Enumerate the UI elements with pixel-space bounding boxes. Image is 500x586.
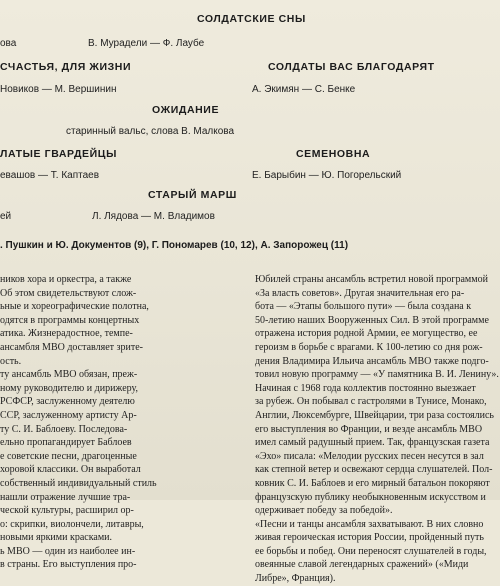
body-text-line: за рубеж. Он побывал с гастролями в Тунисе, Монако, xyxy=(255,396,487,408)
body-text-line: Начиная с 1968 года коллектив постоянно выезжает xyxy=(255,382,476,394)
body-text-line: ость. xyxy=(0,355,22,367)
body-text-line: живая героическая история России, пройденный путь xyxy=(255,532,484,544)
body-text-line: как степной ветер и освежают сердца слушателей. Пол- xyxy=(255,464,493,476)
body-text-line: РСФСР, заслуженному деятелю xyxy=(0,396,135,408)
song-title-left: ЛАТЫЕ ГВАРДЕЙЦЫ xyxy=(0,148,117,160)
body-text-line: ь МВО — один из наиболее ин- xyxy=(0,545,136,557)
body-text-line: ковник С. И. Баблоев и его мирный батальон покоряют xyxy=(255,477,490,489)
body-text-line: ческой культуры, расширил ор- xyxy=(0,505,134,517)
body-text-line: «Эхо» писала: «Мелодии русских песен несутся в зал xyxy=(255,450,484,462)
body-text-line: ту ансамбль МВО обязан, преж- xyxy=(0,369,138,381)
body-text-line: Об этом свидетельствуют слож- xyxy=(0,287,137,299)
song-credits-fragment: ей xyxy=(0,211,12,222)
body-text-line: хоровой классики. Он выработал xyxy=(0,464,141,476)
body-text-line: «Песни и танцы ансамбля захватывают. В них словно xyxy=(255,518,484,530)
body-text-line: ССР, заслуженному артисту Ар- xyxy=(0,409,137,421)
song-title-semenovna: СЕМЕНОВНА xyxy=(296,148,371,160)
song-credits: старинный вальс, слова В. Малкова xyxy=(66,126,235,137)
body-text-line: е советские песни, драгоценные xyxy=(0,450,137,462)
song-title-staryy-marsh: СТАРЫЙ МАРШ xyxy=(148,189,237,201)
body-text-line: собственный индивидуальный стиль xyxy=(0,477,157,489)
body-text-line: французскую публику необыкновенным искусством и xyxy=(255,491,486,503)
body-text-line: новыми яркими красками. xyxy=(0,532,113,544)
body-text-line: овеянные славой легендарных сражений» («Миди xyxy=(255,559,469,571)
body-text-line: его выступления во Франции, и везде ансамбль МВО xyxy=(255,423,483,435)
song-credits-fragment: ова xyxy=(0,38,17,49)
body-text-line: ее борьбы и побед. Они переносят слушателей в годы, xyxy=(255,545,487,557)
body-text-line: ансамбля МВО доставляет зрите- xyxy=(0,341,143,353)
song-credits-right: Е. Барыбин — Ю. Погорельский xyxy=(252,170,402,181)
song-title-left: СЧАСТЬЯ, ДЛЯ ЖИЗНИ xyxy=(0,61,132,73)
body-text-line: героизм в борьбе с врагами. К 100-летию со дня рож- xyxy=(255,341,483,353)
body-text-line: ельно пропагандирует Баблоев xyxy=(0,437,132,449)
body-text-line: Либре», Франция). xyxy=(255,573,336,585)
right-body-column xyxy=(255,273,500,586)
body-text-line: имел самый радушный прием. Так, французская газета xyxy=(255,437,490,449)
body-text-line: Юбилей страны ансамбль встретил новой программой xyxy=(255,274,488,285)
song-title-soldaty: СОЛДАТЫ ВАС БЛАГОДАРЯТ xyxy=(268,61,435,73)
body-text-line: 50-летию наших Вооруженных Сил. В этой программе xyxy=(255,314,489,326)
song-credits-right: А. Экимян — С. Бенке xyxy=(252,84,356,95)
body-text-line: в страны. Его выступления про- xyxy=(0,559,137,571)
body-text-line: нашли отражение лучшие тра- xyxy=(0,491,131,503)
body-text-line: ников хора и оркестра, а также xyxy=(0,274,132,285)
song-credits: Л. Лядова — М. Владимов xyxy=(92,211,215,222)
body-text-line: одерживает победу за победой». xyxy=(255,505,393,517)
song-title-ozhidanie: ОЖИДАНИЕ xyxy=(152,104,220,116)
body-text-line: отражена история родной Армии, ее могущество, ее xyxy=(255,328,478,340)
body-text-line: товил новую программу — «У памятника В. И. Ленину». xyxy=(255,369,499,381)
song-title-soldatskie-sny: СОЛДАТСКИЕ СНЫ xyxy=(197,13,306,25)
soloists-line: . Пушкин и Ю. Документов (9), Г. Пономарев (10, 12), А. Запорожец (11) xyxy=(0,240,349,251)
body-text-line: Англии, Люксембурге, Швейцарии, три раза состоялись xyxy=(255,409,494,421)
body-text-line: атика. Жизнерадостное, темпе- xyxy=(0,328,133,340)
song-credits: В. Мурадели — Ф. Лаубе xyxy=(88,38,205,49)
body-text-line: бота — «Этапы большого пути» — была создана к xyxy=(255,301,472,313)
body-text-line: одятся в программы концертных xyxy=(0,314,140,326)
body-text-line: ьные и хореографические полотна, xyxy=(0,301,149,313)
body-text-line: о: скрипки, виолончели, литавры, xyxy=(0,518,144,530)
song-credits-left: Новиков — М. Вершинин xyxy=(0,84,117,95)
body-text-line: ному руководителю и дирижеру, xyxy=(0,382,139,394)
body-text-line: дения Владимира Ильича ансамбль МВО также подго- xyxy=(255,355,489,367)
song-credits-left: евашов — Т. Каптаев xyxy=(0,170,100,181)
body-text-line: ту С. И. Баблоеву. Последова- xyxy=(0,423,128,435)
body-text-line: «За власть советов». Другая значительная его ра- xyxy=(255,287,465,299)
left-body-column xyxy=(0,273,238,572)
